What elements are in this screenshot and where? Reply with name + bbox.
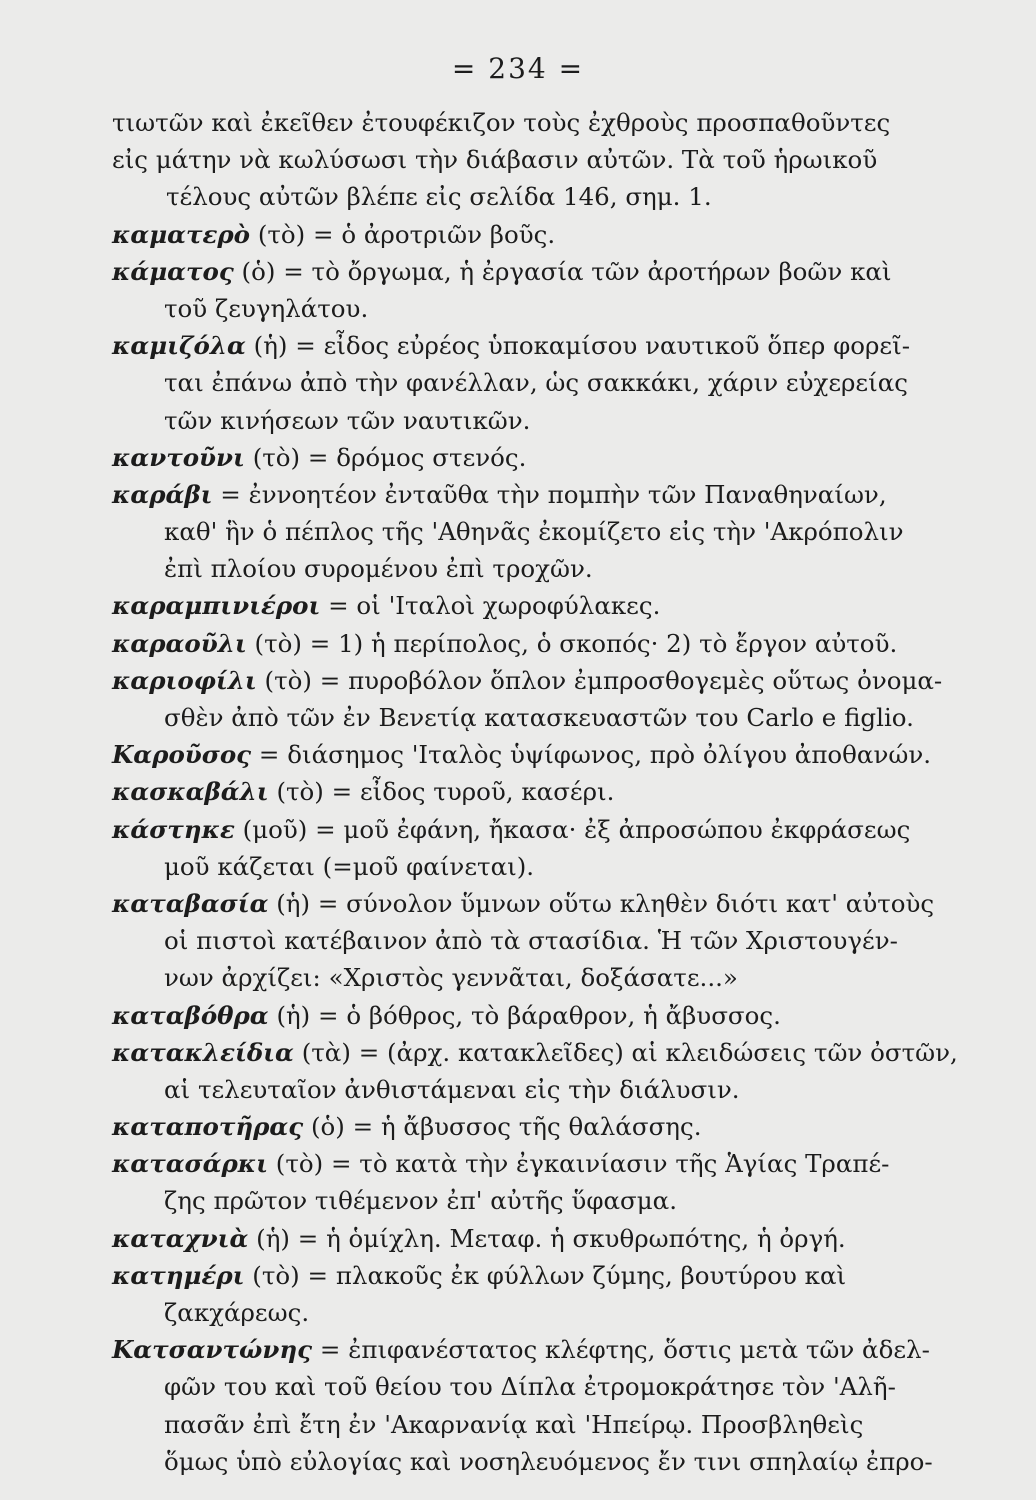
- glossary-continuation-line: [112, 1294, 982, 1331]
- glossary-entry-line: [112, 773, 982, 810]
- definition-text: (ἡ) = ὁ βόθρος, τὸ βάραθρον, ἡ ἄβυσσος.: [268, 1000, 781, 1030]
- headword: Καροῦσος: [112, 740, 252, 770]
- glossary-entry-line: [112, 1145, 982, 1182]
- glossary-continuation-line: [112, 1443, 982, 1480]
- definition-text: σθὲν ἀπὸ τῶν ἐν Βενετίᾳ κατασκευαστῶν του Carlo e figlio.: [164, 703, 914, 732]
- headword: κατακλείδια: [112, 1037, 294, 1067]
- glossary-continuation-line: [112, 699, 982, 736]
- headword: καματερὸ: [112, 219, 251, 249]
- glossary-text: [112, 104, 982, 1480]
- definition-text: = διάσημος 'Ιταλὸς ὑψίφωνος, πρὸ ὀλίγου ἀποθανών.: [251, 740, 932, 770]
- glossary-entry-line: [112, 885, 982, 922]
- definition-text: (τὸ) = τὸ κατὰ τὴν ἐγκαινίασιν τῆς Ἁγίας Τραπέ-: [267, 1149, 890, 1179]
- glossary-entry-line: [112, 253, 982, 290]
- glossary-entry-line: [112, 1034, 982, 1071]
- definition-text: τιωτῶν καὶ ἐκεῖθεν ἐτουφέκιζον τοὺς ἐχθροὺς προσπαθοῦντες: [112, 108, 891, 137]
- glossary-continuation-line: [112, 550, 982, 587]
- definition-text: (μοῦ) = μοῦ ἐφάνη, ἤκασα· ἐξ ἀπροσώπου ἐκφράσεως: [234, 814, 911, 844]
- headword: καντοῦνι: [112, 442, 245, 472]
- headword: καταβασία: [112, 888, 269, 918]
- definition-text: ἐπὶ πλοίου συρομένου ἐπὶ τροχῶν.: [164, 554, 593, 584]
- glossary-entry-line: [112, 997, 982, 1034]
- glossary-continuation-line: [112, 922, 982, 959]
- glossary-entry-line: [112, 439, 982, 476]
- definition-text: εἰς μάτην νὰ κωλύσωσι τὴν διάβασιν αὐτῶν. Τὰ τοῦ ἡρωικοῦ: [112, 145, 878, 175]
- glossary-entry-line: [112, 625, 982, 662]
- glossary-continuation-line: [112, 290, 982, 327]
- definition-text: καθ' ἣν ὁ πέπλος τῆς 'Αθηνᾶς ἐκομίζετο εἰς τὴν 'Ακρόπολιν: [164, 517, 904, 547]
- glossary-entry-line: [112, 811, 982, 848]
- definition-text: (τὸ) = πλακοῦς ἐκ φύλλων ζύμης, βουτύρου καὶ: [244, 1260, 847, 1290]
- headword: καταβόθρα: [112, 1000, 269, 1030]
- headword: κασκαβάλι: [112, 777, 269, 807]
- definition-text: ὅμως ὑπὸ εὐλογίας καὶ νοσηλευόμενος ἔν τινι σπηλαίῳ ἐπρο-: [164, 1446, 933, 1476]
- glossary-entry-line: [112, 1220, 982, 1257]
- glossary-entry-line: [112, 1257, 982, 1294]
- glossary-continuation-line: [112, 364, 982, 401]
- headword: καταποτῆρας: [112, 1112, 304, 1142]
- definition-text: μοῦ κάζεται (=μοῦ φαίνεται).: [164, 851, 535, 881]
- definition-text: νων ἀρχίζει: «Χριστὸς γεννᾶται, δοξάσατε...»: [164, 963, 738, 993]
- page-number: = 234 =: [451, 52, 585, 85]
- definition-text: (ἡ) = σύνολον ὕμνων οὕτω κληθὲν διότι κατ' αὐτοὺς: [268, 888, 935, 918]
- definition-text: (τὸ) = ὁ ἀροτριῶν βοῦς.: [250, 219, 556, 249]
- definition-text: τοῦ ζευγηλάτου.: [164, 293, 369, 323]
- glossary-continuation-line: [112, 959, 982, 996]
- definition-text: αἱ τελευταῖον ἀνθιστάμεναι εἰς τὴν διάλυσιν.: [164, 1074, 740, 1104]
- glossary-continuation-line: [112, 1368, 982, 1405]
- definition-text: οἱ πιστοὶ κατέβαινον ἀπὸ τὰ στασίδια. Ἡ τῶν Χριστουγέν-: [164, 926, 898, 956]
- headword: κάστηκε: [112, 814, 235, 844]
- headword: κατημέρι: [112, 1260, 245, 1290]
- headword: καράβι: [112, 479, 213, 509]
- headword: κάματος: [112, 256, 234, 286]
- definition-text: (τὸ) = εἶδος τυροῦ, κασέρι.: [268, 777, 615, 807]
- definition-text: (ὁ) = τὸ ὄργωμα, ἡ ἐργασία τῶν ἀροτήρων βοῶν καὶ: [233, 256, 892, 286]
- headword: καραμπινιέροι: [112, 591, 321, 621]
- definition-text: (τὰ) = (ἀρχ. κατακλεῖδες) αἱ κλειδώσεις τῶν ὀστῶν,: [293, 1037, 958, 1067]
- glossary-entry-line: [112, 216, 982, 253]
- definition-text: τέλους αὐτῶν βλέπε εἰς σελίδα 146, σημ. 1.: [166, 182, 712, 212]
- definition-text: τῶν κινήσεων τῶν ναυτικῶν.: [164, 405, 531, 435]
- headword: καραοῦλι: [112, 628, 247, 658]
- definition-text: ζακχάρεως.: [164, 1298, 310, 1327]
- glossary-continuation-line: [112, 1071, 982, 1108]
- glossary-entry-line: [112, 1331, 982, 1368]
- glossary-entry-line: [112, 736, 982, 773]
- definition-text: (ὁ) = ἡ ἄβυσσος τῆς θαλάσσης.: [303, 1112, 702, 1142]
- glossary-entry-line: [112, 1108, 982, 1145]
- glossary-entry-line: [112, 662, 982, 699]
- glossary-entry-line: [112, 476, 982, 513]
- headword: καμιζόλα: [112, 331, 246, 361]
- glossary-continuation-line: [112, 513, 982, 550]
- definition-text: φῶν του καὶ τοῦ θείου του Δίπλα ἐτρομοκράτησε τὸν 'Αλῆ-: [164, 1372, 896, 1402]
- headword: καριοφίλι: [112, 665, 257, 695]
- definition-text: πασᾶν ἐπὶ ἔτη ἐν 'Ακαρνανίᾳ καὶ 'Ηπείρῳ. Προσβληθεὶς: [164, 1409, 864, 1439]
- glossary-entry-line: [112, 587, 982, 624]
- headword: Κατσαντώνης: [112, 1335, 313, 1365]
- definition-text: = οἱ 'Ιταλοὶ χωροφύλακες.: [320, 591, 661, 621]
- definition-text: (ἡ) = εἶδος εὐρέος ὑποκαμίσου ναυτικοῦ ὅπερ φορεῖ-: [245, 331, 910, 361]
- glossary-continuation-line: [112, 402, 982, 439]
- definition-text: ται ἐπάνω ἀπὸ τὴν φανέλλαν, ὡς σακκάκι, χάριν εὐχερείας: [164, 368, 908, 398]
- definition-text: (τὸ) = 1) ἡ περίπολος, ὁ σκοπός· 2) τὸ ἔργον αὐτοῦ.: [246, 628, 898, 658]
- glossary-entry-line: [112, 327, 982, 364]
- definition-text: (τὸ) = δρόμος στενός.: [244, 442, 527, 472]
- definition-text: ζης πρῶτον τιθέμενον ἐπ' αὐτῆς ὕφασμα.: [164, 1186, 678, 1216]
- glossary-continuation-line: [112, 141, 982, 178]
- glossary-continuation-line: [112, 848, 982, 885]
- definition-text: = ἐννοητέον ἐνταῦθα τὴν πομπὴν τῶν Παναθηναίων,: [212, 479, 887, 509]
- definition-text: = ἐπιφανέστατος κλέφτης, ὅστις μετὰ τῶν ἀδελ-: [312, 1335, 930, 1365]
- glossary-continuation-line: [112, 1182, 982, 1219]
- headword: κατασάρκι: [112, 1149, 268, 1179]
- glossary-continuation-line: [112, 178, 982, 215]
- glossary-continuation-line: [112, 1406, 982, 1443]
- definition-text: (ἡ) = ἡ ὁμίχλη. Μεταφ. ἡ σκυθρωπότης, ἡ ὀργή.: [248, 1223, 846, 1253]
- headword: καταχνιὰ: [112, 1223, 249, 1253]
- definition-text: (τὸ) = πυροβόλον ὅπλον ἐμπροσθογεμὲς οὕτως ὀνομα-: [256, 665, 943, 695]
- glossary-continuation-line: [112, 104, 982, 141]
